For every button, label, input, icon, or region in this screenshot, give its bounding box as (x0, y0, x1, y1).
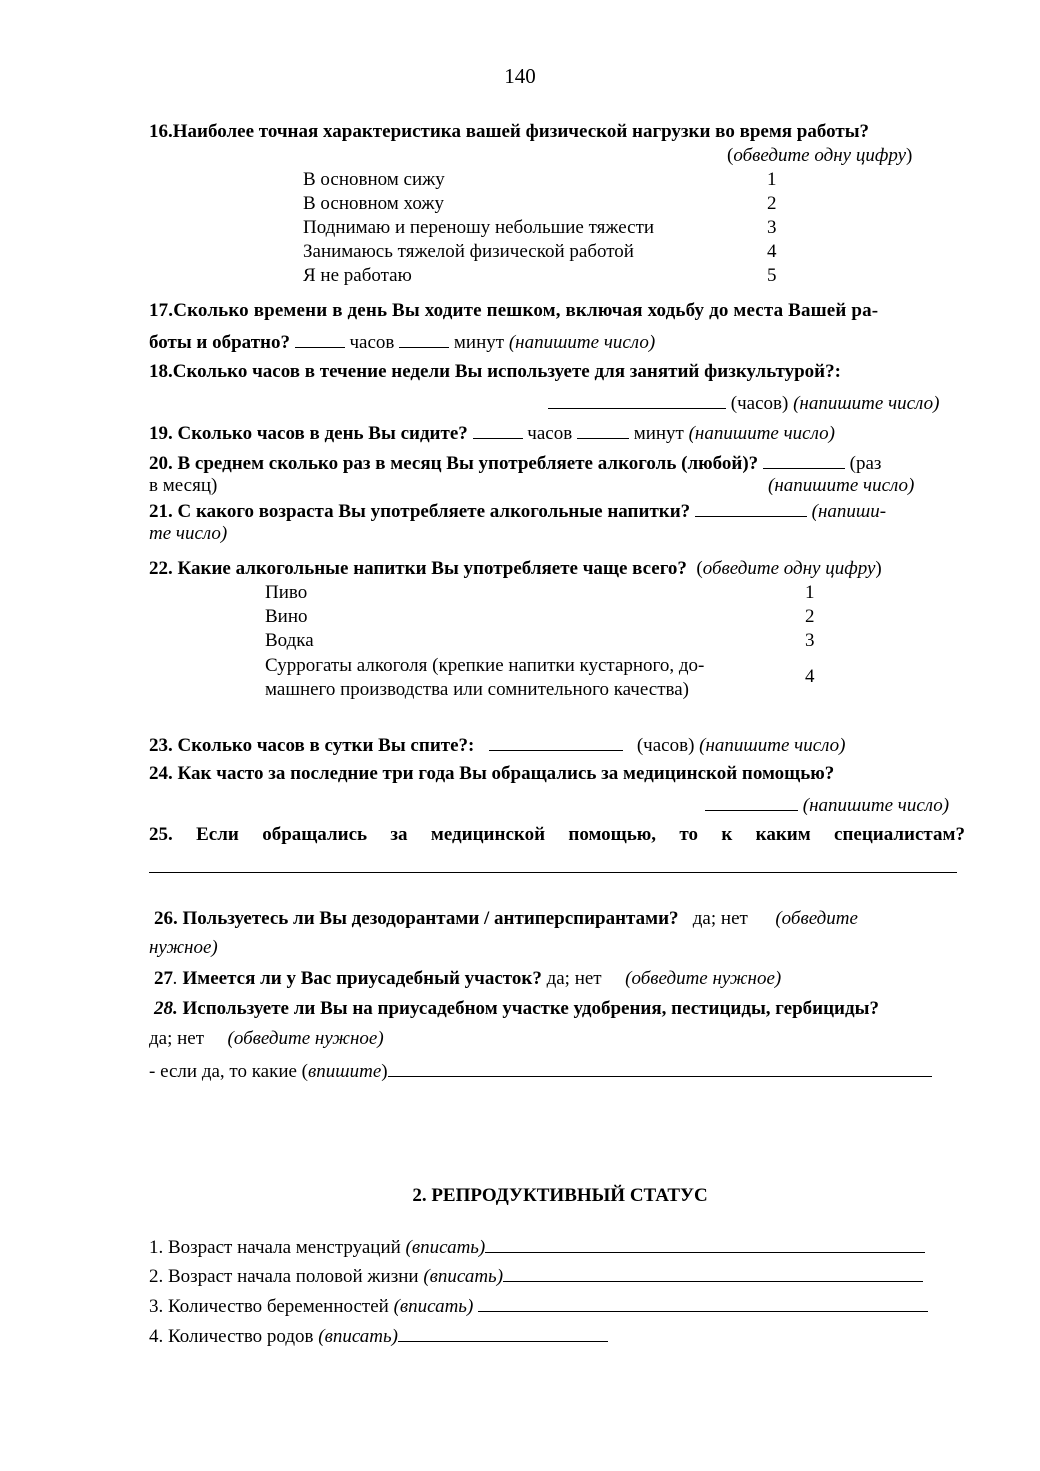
q22-option-3-label: Водка (265, 630, 314, 651)
q22-option-2-label: Вино (265, 606, 308, 627)
q16-option-2-label: В основном хожу (303, 193, 444, 214)
q16-option-3-code[interactable]: 3 (767, 217, 777, 238)
q24-title: 24. Как часто за последние три года Вы обращались за медицинской помощью? (149, 763, 835, 784)
q17-line2: боты и обратно? часов минут (напишите число) (149, 329, 655, 355)
section-heading: 2. РЕПРОДУКТИВНЫЙ СТАТУС (412, 1185, 708, 1206)
q18-title: 18.Сколько часов в течение недели Вы используете для занятий физкультурой?: (149, 361, 841, 382)
section2-item-3-blank[interactable] (478, 1293, 928, 1312)
q16-option-5-code[interactable]: 5 (767, 265, 777, 286)
q26-note-b: нужное) (149, 937, 218, 958)
q24-count-blank[interactable] (705, 792, 798, 811)
q28-answers[interactable]: да; нет (149, 1028, 205, 1049)
q16-option-3-label: Поднимаю и переношу небольшие тяжести (303, 217, 655, 238)
q25-title: 25. Если обращались за медицинской помощью, то к каким специалистам? (149, 824, 965, 845)
q27-answers[interactable]: да; нет (546, 968, 602, 989)
q17-line1: 17.Сколько времени в день Вы ходите пешком, включая ходьбу до места Вашей ра- (149, 300, 879, 321)
q16-option-4-label: Занимаюсь тяжелой физической работой (303, 241, 634, 262)
section2-item-2: 2. Возраст начала половой жизни (вписать) (149, 1263, 923, 1289)
q22-option-3-code[interactable]: 3 (805, 630, 815, 651)
q26-answers[interactable]: да; нет (692, 908, 748, 929)
q21-age-blank[interactable] (695, 498, 807, 517)
q22-option-2-code[interactable]: 2 (805, 606, 815, 627)
q19-minutes-blank[interactable] (577, 420, 629, 439)
section2-item-1: 1. Возраст начала менструаций (вписать) (149, 1234, 925, 1260)
section2-item-3: 3. Количество беременностей (вписать) (149, 1293, 928, 1319)
q23-line: 23. Сколько часов в сутки Вы спите?: (часов) (напишите число) (149, 732, 846, 758)
section2-item-4-blank[interactable] (398, 1323, 608, 1342)
section2-item-1-blank[interactable] (485, 1234, 925, 1253)
q28-followup: - если да, то какие (впишите) (149, 1058, 932, 1084)
section2-item-2-blank[interactable] (503, 1263, 923, 1282)
q22-option-1-label: Пиво (265, 582, 308, 603)
q16-option-5-label: Я не работаю (303, 265, 412, 286)
q22-option-1-code[interactable]: 1 (805, 582, 815, 603)
q24-answer-line: (напишите число) (705, 792, 949, 818)
q16-option-2-code[interactable]: 2 (767, 193, 777, 214)
q26-line1: 26. Пользуетесь ли Вы дезодорантами / антиперспирантами? да; нет (обведите (154, 908, 858, 929)
q20-unit-b: в месяц) (149, 475, 218, 496)
section2-item-4: 4. Количество родов (вписать) (149, 1323, 608, 1349)
q28-line2: да; нет (обведите нужное) (149, 1028, 384, 1049)
q19-hours-blank[interactable] (473, 420, 523, 439)
q16-option-1-code[interactable]: 1 (767, 169, 777, 190)
q23-hours-blank[interactable] (489, 732, 623, 751)
q22-option-4-label-line1: Суррогаты алкоголя (крепкие напитки кустарного, до- (265, 655, 705, 676)
q16-note: (обведите одну цифру) (727, 145, 913, 166)
q18-answer-line: (часов) (напишите число) (548, 390, 939, 416)
q27-line: 27. Имеется ли у Вас приусадебный участок? да; нет (обведите нужное) (154, 968, 782, 989)
q17-minutes-blank[interactable] (399, 329, 449, 348)
q20-count-blank[interactable] (763, 450, 845, 469)
page-number: 140 (504, 64, 536, 88)
q16-title: 16.Наиболее точная характеристика вашей физической нагрузки во время работы? (149, 121, 870, 142)
q28-line1: 28. Используете ли Вы на приусадебном участке удобрения, пестициды, гербициды? (154, 998, 879, 1019)
q16-option-1-label: В основном сижу (303, 169, 445, 190)
q22-option-4-code[interactable]: 4 (805, 666, 815, 687)
q18-hours-blank[interactable] (548, 390, 726, 409)
q25-answer-blank[interactable] (149, 872, 957, 873)
q22-option-4-label-line2: машнего производства или сомнительного качества) (265, 679, 689, 700)
q17-hours-blank[interactable] (295, 329, 345, 348)
q20-line1: 20. В среднем сколько раз в месяц Вы употребляете алкоголь (любой)? (раз (149, 450, 881, 476)
q21-note-b: те число) (149, 523, 228, 544)
q28-followup-blank[interactable] (388, 1058, 932, 1077)
q19-line: 19. Сколько часов в день Вы сидите? часов минут (напишите число) (149, 420, 835, 446)
q22-title-line: 22. Какие алкогольные напитки Вы употребляете чаще всего? (обведите одну цифру) (149, 558, 882, 579)
q16-option-4-code[interactable]: 4 (767, 241, 777, 262)
q20-note: (напишите число) (768, 475, 915, 496)
q21-line1: 21. С какого возраста Вы употребляете алкогольные напитки? (напиши- (149, 498, 886, 524)
